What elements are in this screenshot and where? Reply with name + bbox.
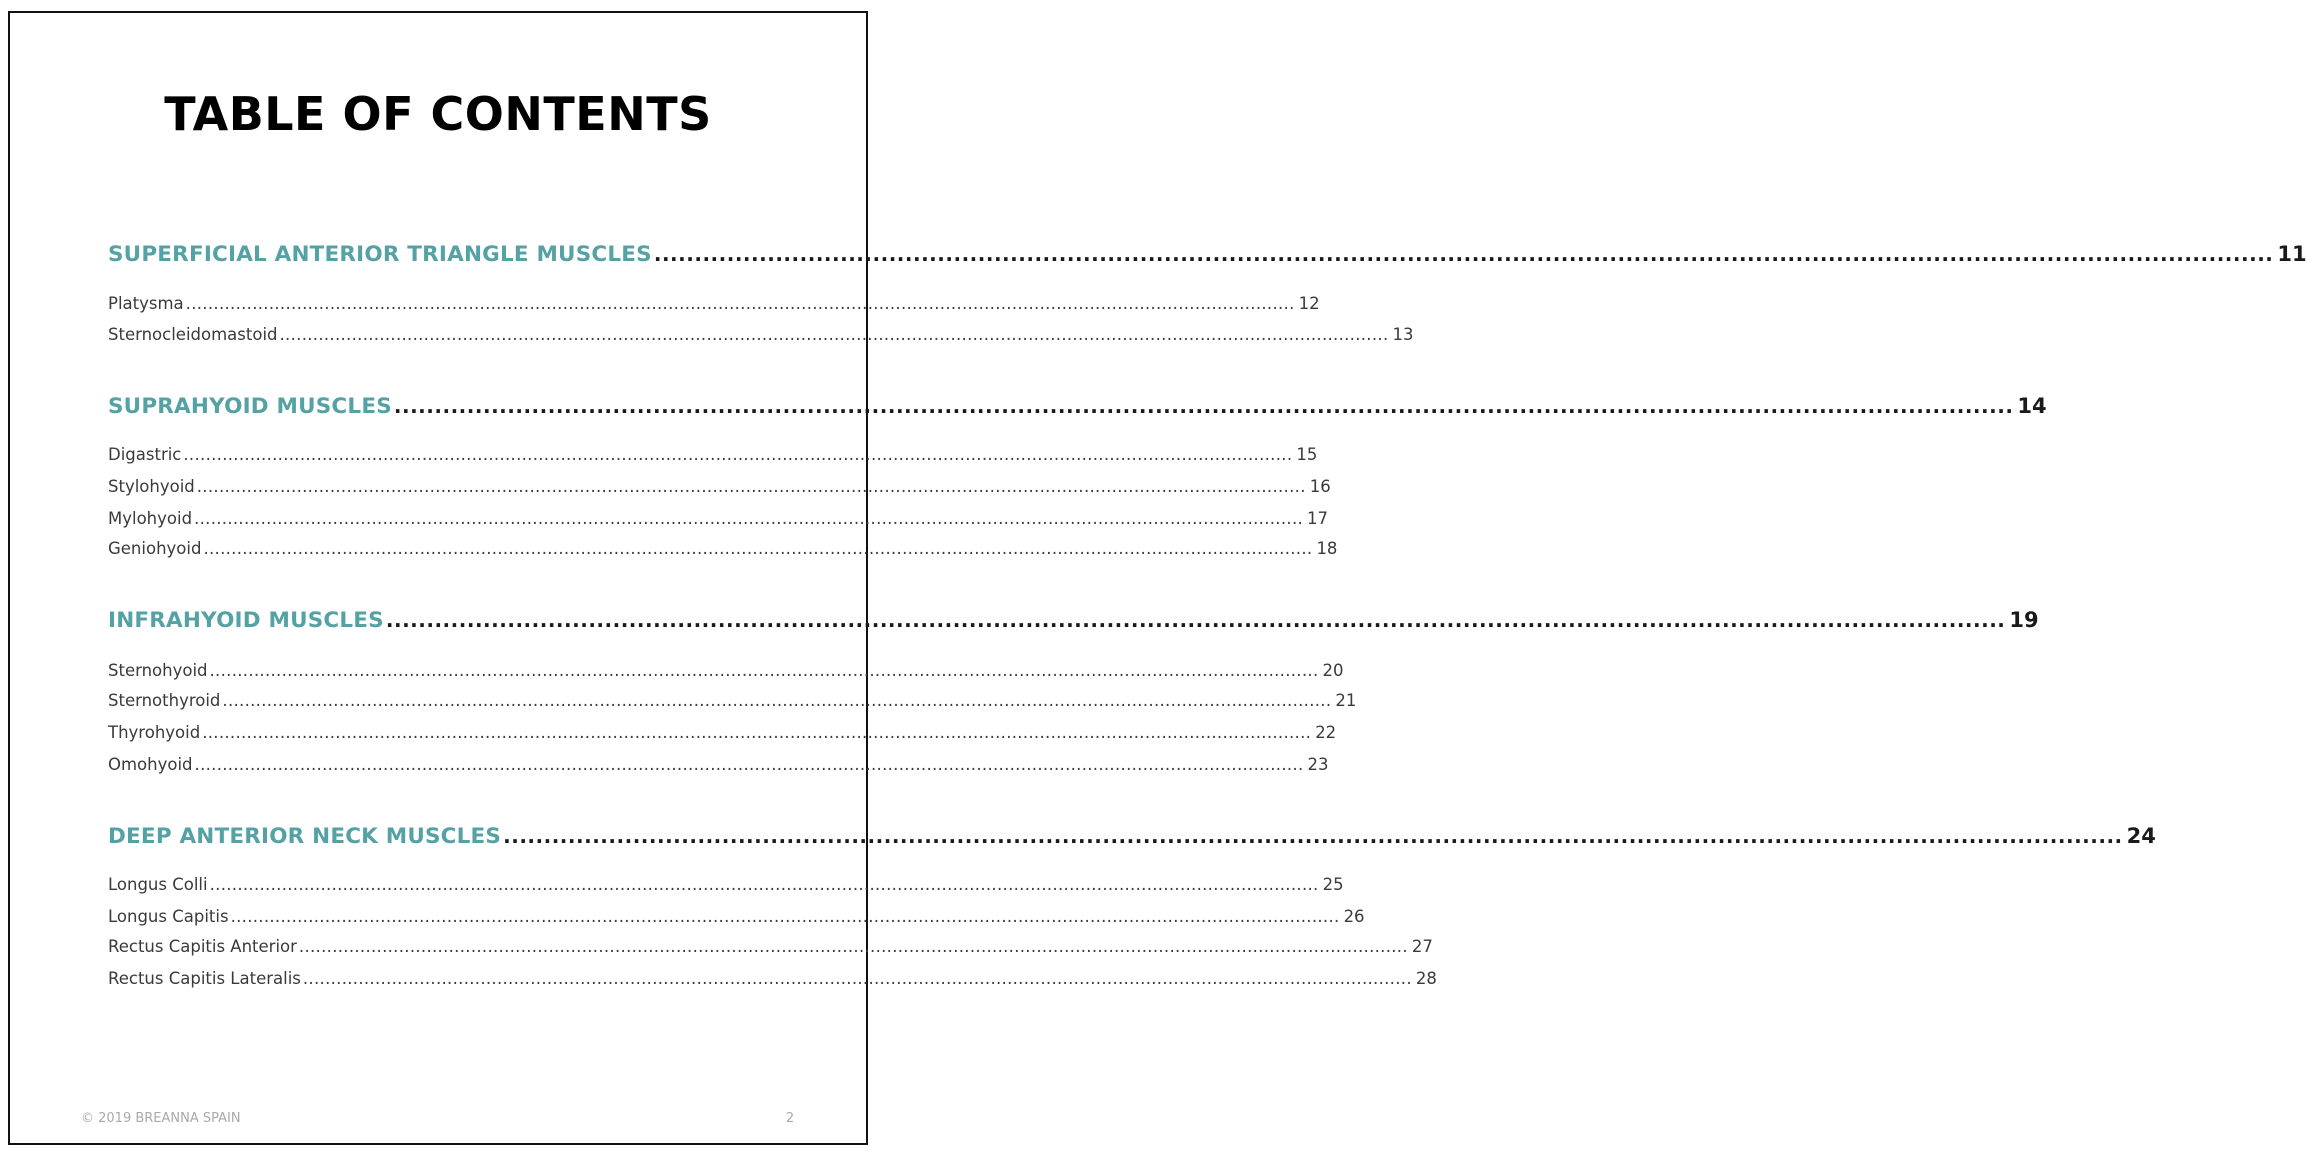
item-label: Omohyoid [108, 755, 193, 774]
item-page-number: 26 [1343, 907, 1365, 926]
toc-section-deep-anterior-neck[interactable] [108, 820, 2156, 852]
dot-leader: ........................................................................................................................................................................................................ [298, 937, 1408, 956]
dot-leader: ........................................................................................................................................................................................................ [203, 539, 1313, 558]
toc-item-geniohyoid[interactable] [108, 536, 1338, 562]
dot-leader: ........................................................................................................................................................................................................ [222, 691, 1332, 710]
item-page-number: 16 [1309, 477, 1331, 496]
item-label: Sternothyroid [108, 691, 221, 710]
toc-item-rectus-capitis-lateralis[interactable] [108, 966, 1437, 992]
toc-section-infrahyoid[interactable] [108, 604, 2039, 636]
item-label: Rectus Capitis Anterior [108, 937, 297, 956]
item-page-number: 13 [1392, 325, 1414, 344]
toc-item-platysma[interactable] [108, 291, 1320, 317]
item-page-number: 18 [1316, 539, 1338, 558]
section-heading: INFRAHYOID MUSCLES [108, 608, 384, 633]
item-label: Sternocleidomastoid [108, 325, 278, 344]
item-page-number: 12 [1298, 294, 1320, 313]
dot-leader: ........................................................................................................................................................................................................ [183, 445, 1293, 464]
item-label: Platysma [108, 294, 184, 313]
toc-section-superficial-anterior-triangle[interactable] [108, 238, 2307, 270]
toc-item-stylohyoid[interactable] [108, 474, 1331, 500]
toc-item-omohyoid[interactable] [108, 752, 1329, 778]
item-label: Geniohyoid [108, 539, 202, 558]
toc-item-mylohyoid[interactable] [108, 506, 1329, 532]
section-heading: DEEP ANTERIOR NECK MUSCLES [108, 824, 502, 849]
item-page-number: 28 [1415, 969, 1437, 988]
toc-item-sternohyoid[interactable] [108, 658, 1344, 684]
dot-leader: ........................................................................................................................................................................................................ [503, 824, 2123, 848]
toc-item-digastric[interactable] [108, 442, 1318, 468]
toc-item-longus-capitis[interactable] [108, 904, 1365, 930]
toc-item-rectus-capitis-anterior[interactable] [108, 934, 1433, 960]
item-page-number: 17 [1307, 509, 1329, 528]
dot-leader: ........................................................................................................................................................................................................ [209, 875, 1319, 894]
dot-leader: ........................................................................................................................................................................................................ [194, 509, 1304, 528]
section-page-number: 14 [2017, 394, 2047, 418]
toc-item-longus-colli[interactable] [108, 872, 1344, 898]
toc-section-suprahyoid[interactable] [108, 390, 2047, 422]
toc-item-thyrohyoid[interactable] [108, 720, 1337, 746]
dot-leader: ........................................................................................................................................................................................................ [209, 661, 1319, 680]
dot-leader: ........................................................................................................................................................................................................ [393, 394, 2014, 418]
dot-leader: ........................................................................................................................................................................................................ [194, 755, 1304, 774]
item-page-number: 15 [1296, 445, 1318, 464]
item-page-number: 25 [1322, 875, 1344, 894]
item-page-number: 23 [1307, 755, 1329, 774]
toc-item-sternothyroid[interactable] [108, 688, 1357, 714]
section-page-number: 19 [2009, 608, 2039, 632]
section-page-number: 11 [2277, 242, 2307, 266]
toc-item-sternocleidomastoid[interactable] [108, 322, 1414, 348]
item-label: Sternohyoid [108, 661, 208, 680]
dot-leader: ........................................................................................................................................................................................................ [653, 242, 2274, 266]
dot-leader: ........................................................................................................................................................................................................ [196, 477, 1306, 496]
page-title: TABLE OF CONTENTS [164, 87, 712, 141]
item-label: Longus Colli [108, 875, 208, 894]
item-label: Stylohyoid [108, 477, 195, 496]
item-page-number: 22 [1315, 723, 1337, 742]
footer-page-number: 2 [785, 1111, 795, 1126]
item-page-number: 27 [1411, 937, 1433, 956]
dot-leader: ........................................................................................................................................................................................................ [279, 325, 1389, 344]
footer-copyright: © 2019 BREANNA SPAIN [81, 1111, 241, 1126]
dot-leader: ........................................................................................................................................................................................................ [385, 608, 2006, 632]
section-heading: SUPRAHYOID MUSCLES [108, 394, 392, 419]
item-label: Thyrohyoid [108, 723, 201, 742]
dot-leader: ........................................................................................................................................................................................................ [230, 907, 1340, 926]
dot-leader: ........................................................................................................................................................................................................ [202, 723, 1312, 742]
item-label: Rectus Capitis Lateralis [108, 969, 301, 988]
item-page-number: 20 [1322, 661, 1344, 680]
dot-leader: ........................................................................................................................................................................................................ [185, 294, 1295, 313]
section-heading: SUPERFICIAL ANTERIOR TRIANGLE MUSCLES [108, 242, 652, 267]
item-label: Longus Capitis [108, 907, 229, 926]
item-page-number: 21 [1335, 691, 1357, 710]
item-label: Mylohyoid [108, 509, 193, 528]
section-page-number: 24 [2126, 824, 2156, 848]
item-label: Digastric [108, 445, 182, 464]
dot-leader: ........................................................................................................................................................................................................ [302, 969, 1412, 988]
